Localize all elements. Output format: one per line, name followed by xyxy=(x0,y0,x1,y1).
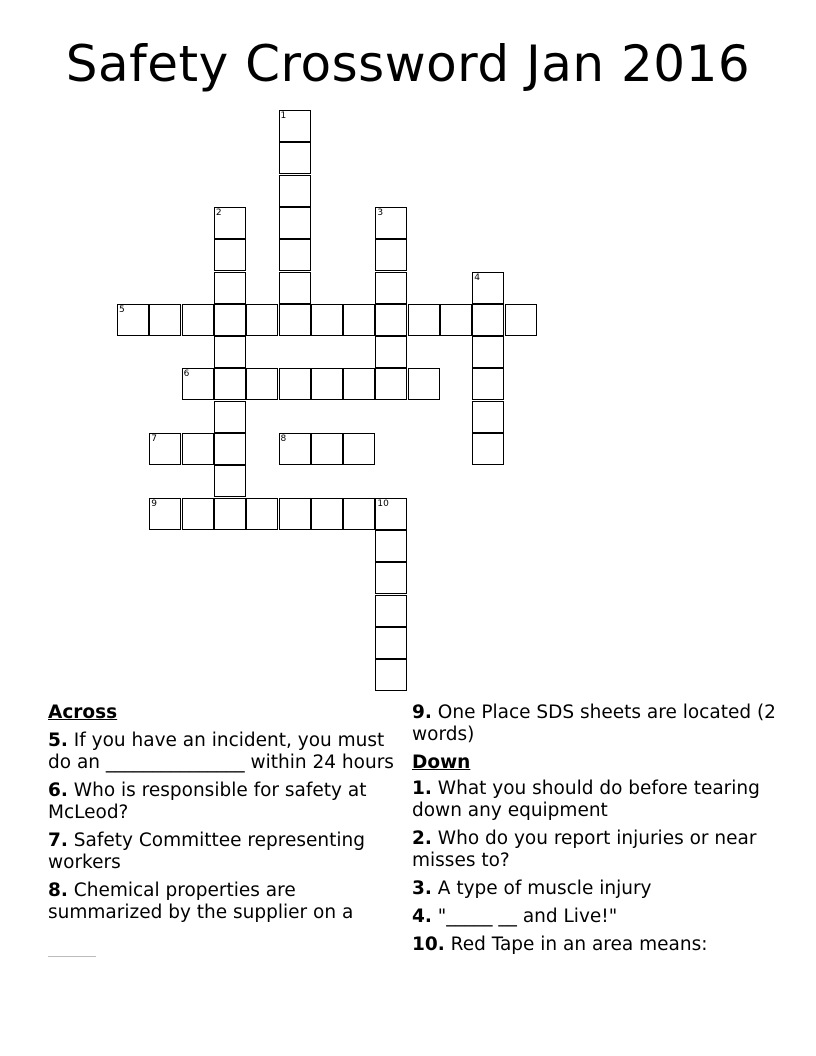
cell-number: 6 xyxy=(183,369,190,380)
crossword-cell[interactable] xyxy=(408,368,440,400)
crossword-cell[interactable] xyxy=(214,336,246,368)
crossword-cell[interactable] xyxy=(343,433,375,465)
clue-down-4 xyxy=(412,906,782,928)
clue-number: 10. xyxy=(412,934,445,955)
crossword-cell[interactable] xyxy=(149,498,181,530)
crossword-cell[interactable] xyxy=(214,239,246,271)
clues-left-column xyxy=(48,702,408,930)
clue-text: "_____ __ and Live!" xyxy=(437,906,618,927)
crossword-cell[interactable] xyxy=(182,304,214,336)
crossword-cell[interactable] xyxy=(117,304,149,336)
crossword-cell[interactable] xyxy=(279,207,311,239)
clue-across-5 xyxy=(48,730,408,774)
crossword-cell[interactable] xyxy=(375,562,407,594)
clue-text: Chemical properties are summarized by the supplier on a xyxy=(48,880,354,923)
clue-text: Who do you report injuries or near misses to? xyxy=(412,828,757,871)
cell-number: 3 xyxy=(377,207,384,218)
crossword-cell[interactable] xyxy=(375,336,407,368)
clue-text: If you have an incident, you must do an _______________ within 24 hours xyxy=(48,730,394,773)
crossword-cell[interactable] xyxy=(472,304,504,336)
clue-number: 5. xyxy=(48,730,68,751)
crossword-cell[interactable] xyxy=(149,304,181,336)
clues-right-column xyxy=(412,702,782,962)
crossword-cell[interactable] xyxy=(246,498,278,530)
clue-across-6 xyxy=(48,780,408,824)
crossword-cell[interactable] xyxy=(149,433,181,465)
crossword-cell[interactable] xyxy=(182,498,214,530)
clue-text: What you should do before tearing down any equipment xyxy=(412,778,760,821)
crossword-cell[interactable] xyxy=(472,401,504,433)
clue-down-1 xyxy=(412,778,782,822)
crossword-cell[interactable] xyxy=(279,498,311,530)
clue-number: 1. xyxy=(412,778,432,799)
crossword-cell[interactable] xyxy=(375,207,407,239)
crossword-cell[interactable] xyxy=(375,627,407,659)
clue-across-9 xyxy=(412,702,782,746)
crossword-cell[interactable] xyxy=(214,433,246,465)
cell-number: 10 xyxy=(377,498,389,509)
crossword-cell[interactable] xyxy=(311,368,343,400)
crossword-cell[interactable] xyxy=(214,498,246,530)
clue-number: 6. xyxy=(48,780,68,801)
cell-number: 1 xyxy=(280,111,287,121)
cell-number: 5 xyxy=(119,304,125,315)
clue-number: 4. xyxy=(412,906,432,927)
crossword-cell[interactable] xyxy=(279,368,311,400)
crossword-cell[interactable] xyxy=(311,433,343,465)
clue-text: Safety Committee representing workers xyxy=(48,830,365,873)
cell-number: 8 xyxy=(280,434,287,444)
crossword-cell[interactable] xyxy=(214,401,246,433)
crossword-cell[interactable] xyxy=(375,368,407,400)
crossword-cell[interactable] xyxy=(472,336,504,368)
clue-text: One Place SDS sheets are located (2 words) xyxy=(412,702,776,745)
clue-down-2 xyxy=(412,828,782,872)
crossword-cell[interactable] xyxy=(279,110,311,142)
crossword-cell[interactable] xyxy=(214,207,246,239)
crossword-cell[interactable] xyxy=(214,368,246,400)
clue-down-3 xyxy=(412,878,782,900)
crossword-cell[interactable] xyxy=(311,304,343,336)
crossword-cell[interactable] xyxy=(279,304,311,336)
clue-across-8 xyxy=(48,880,408,924)
crossword-cell[interactable] xyxy=(279,142,311,174)
cell-number: 4 xyxy=(474,272,481,283)
crossword-cell[interactable] xyxy=(214,304,246,336)
clue-down-10 xyxy=(412,934,782,956)
crossword-cell[interactable] xyxy=(472,433,504,465)
down-heading: Down xyxy=(412,752,471,773)
clue-across-7 xyxy=(48,830,408,874)
crossword-cell[interactable] xyxy=(311,498,343,530)
clue-number: 7. xyxy=(48,830,68,851)
crossword-cell[interactable] xyxy=(214,465,246,497)
crossword-cell[interactable] xyxy=(440,304,472,336)
crossword-cell[interactable] xyxy=(375,498,407,530)
clue-text: Red Tape in an area means: xyxy=(450,934,708,955)
crossword-cell[interactable] xyxy=(246,368,278,400)
crossword-cell[interactable] xyxy=(408,304,440,336)
crossword-cell[interactable] xyxy=(375,272,407,304)
clue-number: 2. xyxy=(412,828,432,849)
clue-text: A type of muscle injury xyxy=(437,878,652,899)
crossword-cell[interactable] xyxy=(182,368,214,400)
cell-number: 7 xyxy=(151,434,158,444)
cell-number: 2 xyxy=(215,207,222,218)
crossword-cell[interactable] xyxy=(375,659,407,691)
crossword-cell[interactable] xyxy=(375,304,407,336)
cell-number: 9 xyxy=(151,498,158,509)
crossword-cell[interactable] xyxy=(343,368,375,400)
crossword-cell[interactable] xyxy=(343,304,375,336)
clue-number: 8. xyxy=(48,880,68,901)
crossword-cell[interactable] xyxy=(505,304,537,336)
clue-text: Who is responsible for safety at McLeod? xyxy=(48,780,367,823)
crossword-cell[interactable] xyxy=(279,272,311,304)
crossword-cell[interactable] xyxy=(279,175,311,207)
crossword-cell[interactable] xyxy=(279,433,311,465)
clue-number: 3. xyxy=(412,878,432,899)
across-heading: Across xyxy=(48,702,118,723)
crossword-cell[interactable] xyxy=(375,239,407,271)
clue-number: 9. xyxy=(412,702,432,723)
crossword-cell[interactable] xyxy=(472,368,504,400)
crossword-cell[interactable] xyxy=(343,498,375,530)
crossword-cell[interactable] xyxy=(375,595,407,627)
crossword-cell[interactable] xyxy=(279,239,311,271)
crossword-cell[interactable] xyxy=(246,304,278,336)
page-title: Safety Crossword Jan 2016 xyxy=(65,35,751,93)
crossword-cell[interactable] xyxy=(472,272,504,304)
crossword-cell[interactable] xyxy=(214,272,246,304)
crossword-cell[interactable] xyxy=(182,433,214,465)
blank-answer-line xyxy=(48,956,96,957)
crossword-cell[interactable] xyxy=(375,530,407,562)
